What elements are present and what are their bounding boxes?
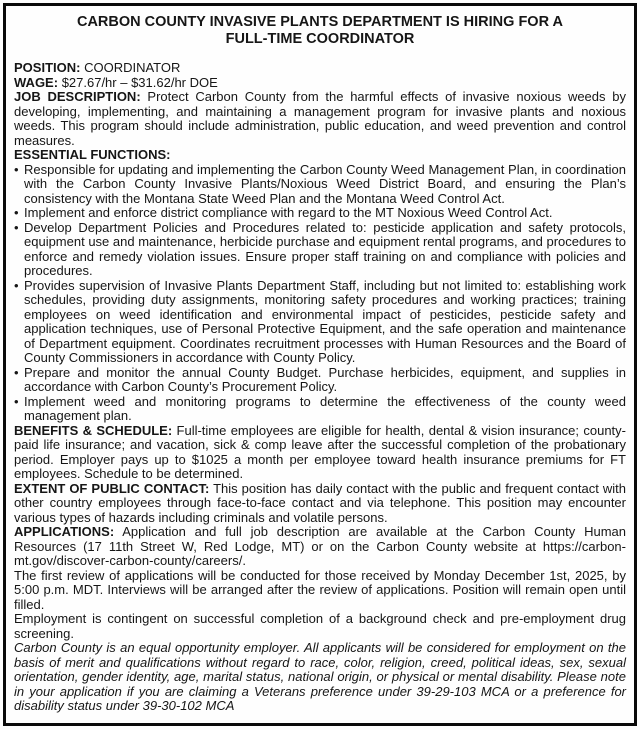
essential-functions-list	[14, 163, 626, 424]
applications-label: APPLICATIONS:	[14, 524, 115, 539]
ad-title-line-2: FULL-TIME COORDINATOR	[225, 30, 415, 47]
essential-function-item: • Implement weed and monitoring programs to determine the effectiveness of the county weed management plan.	[14, 395, 626, 424]
background-check-paragraph: Employment is contingent on successful completion of a background check and pre-employment drug screening.	[14, 611, 626, 641]
essential-function-item: • Implement and enforce district compliance with regard to the MT Noxious Weed Control Act.	[14, 206, 626, 221]
essential-function-item: • Responsible for updating and implementing the Carbon County Weed Management Plan, in coordination with the Carbon County Invasive Plants/Noxious Weed District Board, and ensuring the Plan’s consistency with the Montana State Weed Plan and the Montana Weed Control Act.	[14, 163, 626, 207]
essential-function-item: • Prepare and monitor the annual County Budget. Purchase herbicides, equipment, and supplies in accordance with Carbon County’s Procurement Policy.	[14, 366, 626, 395]
essential-function-item: • Develop Department Policies and Procedures related to: pesticide application and safety protocols, equipment use and maintenance, herbicide purchase and equipment rental programs, and procedures to enforce and remedy violation issues. Ensure proper staff training on and compliance with policies and procedures.	[14, 221, 626, 279]
applications-paragraph	[14, 525, 626, 569]
benefits-schedule-label: BENEFITS & SCHEDULE:	[14, 422, 173, 438]
public-contact-paragraph	[14, 482, 626, 526]
essential-functions-heading: ESSENTIAL FUNCTIONS:	[14, 147, 171, 162]
public-contact-text: This position has daily contact with the public and frequent contact with other country employees through face-to-face contact and via telephone. This position may encounter various types of hazards including criminals and volatile persons.	[14, 480, 626, 525]
public-contact-label: EXTENT OF PUBLIC CONTACT:	[14, 480, 210, 496]
applications-text: Application and full job description are available at the Carbon County Human Resources (17 11th Street W, Red Lodge, MT) or on the Carbon County website at https://carbon-mt.gov/discover-carbon-county/careers/.	[14, 524, 626, 568]
ad-title	[14, 14, 626, 47]
position-value: COORDINATOR	[84, 60, 181, 75]
position-label: POSITION:	[14, 60, 81, 75]
wage-value: $27.67/hr – $31.62/hr DOE	[61, 74, 218, 90]
benefits-schedule-text: Full-time employees are eligible for health, dental & vision insurance; county-paid life insurance; and vacation, sick & comp leave after the successful completion of the probationary period. Employer pays up to $1025 a month per employee toward health insurance premiums for FT employees. Schedule to be determined.	[14, 422, 626, 481]
ad-frame	[3, 3, 637, 726]
position-line	[14, 61, 626, 76]
ad-title-line-1: CARBON COUNTY INVASIVE PLANTS DEPARTMENT IS HIRING FOR A	[76, 14, 564, 30]
benefits-schedule-paragraph	[14, 424, 626, 482]
job-description-text: Protect Carbon County from the harmful effects of invasive noxious weeds by developing, implementing, and maintaining a management program for invasive plants and noxious weeds. This program should include administration, public education, and weed prevention and control measures.	[14, 89, 626, 148]
job-description-label: JOB DESCRIPTION:	[14, 89, 141, 104]
eeo-paragraph: Carbon County is an equal opportunity employer. All applicants will be considered for employment on the basis of merit and qualifications without regard to race, color, religion, creed, political ideas, sex, sexual orientation, gender identity, age, marital status, national origin, or physical or mental disability. Please note in your application if you are claiming a Veterans preference under 39-29-103 MCA or a preference for disability status under 39-30-102 MCA	[14, 640, 626, 713]
essential-function-item: • Provides supervision of Invasive Plants Department Staff, including but not limited to: establishing work schedules, providing duty assignments, monitoring safety procedures and working practices; training employees on weed identification and environmental impact of pesticides, pesticide safety and application techniques, use of Personal Protective Equipment, and the safe operation and maintenance of Department equipment. Coordinates recruitment processes with Human Resources and the Board of County Commissioners in accordance with County Policy.	[14, 279, 626, 366]
review-paragraph: The first review of applications will be conducted for those received by Monday December 1st, 2025, by 5:00 p.m. MDT. Interviews will be arranged after the review of applications. Position will remain open until filled.	[14, 567, 626, 612]
wage-label: WAGE:	[14, 74, 59, 90]
wage-line	[14, 76, 626, 91]
job-description-paragraph	[14, 90, 626, 148]
